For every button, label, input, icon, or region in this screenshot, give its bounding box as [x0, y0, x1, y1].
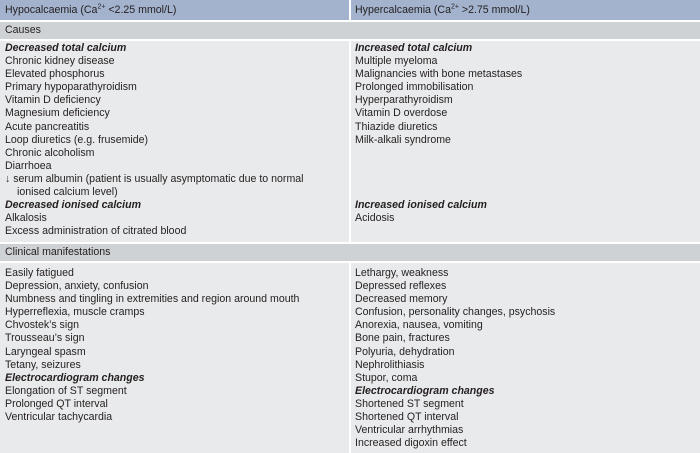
list-item: Numbness and tingling in extremities and region around mouth: [5, 293, 300, 306]
list-item: Loop diuretics (e.g. frusemide): [5, 133, 149, 146]
list-item: Elongation of ST segment: [5, 384, 127, 397]
list-item: Polyuria, dehydration: [355, 345, 455, 358]
list-item: Depressed reflexes: [355, 280, 447, 293]
hyper-causes-column: [355, 42, 522, 147]
list-item: Prolonged QT interval: [5, 397, 108, 410]
list-item: Excess administration of citrated blood: [5, 225, 187, 238]
hyper-clinical-column: [355, 267, 555, 450]
list-item: Ventricular arrhythmias: [355, 424, 464, 437]
hypo-causes-column: [5, 42, 304, 238]
increased-total-calcium-heading: Increased total calcium: [355, 42, 473, 54]
list-item: Depression, anxiety, confusion: [5, 280, 149, 293]
list-item: Stupor, coma: [355, 371, 418, 384]
list-item: Trousseau’s sign: [5, 332, 85, 345]
list-item: ↓ serum albumin (patient is usually asymptomatic due to normal: [5, 172, 304, 185]
list-item: Primary hypoparathyroidism: [5, 81, 137, 94]
list-item: Tetany, seizures: [5, 358, 81, 371]
causes-section-header: [0, 20, 700, 41]
list-item: Acute pancreatitis: [5, 120, 90, 133]
list-item: Anorexia, nausea, vomiting: [355, 319, 483, 332]
list-item: Laryngeal spasm: [5, 345, 86, 358]
hypo-clinical-column: [5, 267, 299, 424]
list-item: Bone pain, fractures: [355, 332, 450, 345]
decreased-total-calcium-heading: Decreased total calcium: [5, 42, 127, 54]
list-item: Elevated phosphorus: [5, 68, 105, 81]
list-item: Easily fatigued: [5, 267, 74, 279]
list-item: Ventricular tachycardia: [5, 411, 113, 424]
list-item: Chronic alcoholism: [5, 146, 95, 159]
list-item: Shortened ST segment: [355, 397, 464, 410]
hyper-ionised-column: [355, 199, 487, 225]
list-item: Shortened QT interval: [355, 411, 459, 424]
list-item: Chronic kidney disease: [5, 55, 115, 68]
list-item: Decreased memory: [355, 293, 448, 306]
hypercalcaemia-column-heading: Hypercalcaemia ($Ca^{2+} >2.75$ mmol/L): [355, 3, 530, 16]
list-item: Hyperreflexia, muscle cramps: [5, 306, 145, 319]
list-item: Chvostek’s sign: [5, 319, 79, 332]
hypo-ecg-changes-heading: Electrocardiogram changes: [5, 371, 145, 384]
clinical-section-header: [0, 242, 700, 263]
list-item: Magnesium deficiency: [5, 107, 110, 120]
list-item: Prolonged immobilisation: [355, 81, 474, 94]
list-item: Alkalosis: [5, 212, 47, 225]
column-divider: [349, 0, 351, 453]
list-item: Increased digoxin effect: [355, 437, 467, 450]
decreased-ionised-calcium-heading: Decreased ionised calcium: [5, 199, 142, 212]
list-item: Milk-alkali syndrome: [355, 133, 451, 146]
hyper-ecg-changes-heading: Electrocardiogram changes: [355, 384, 495, 397]
causes-section-title: Causes: [5, 24, 41, 36]
list-item: Thiazide diuretics: [355, 120, 438, 133]
list-item: Diarrhoea: [5, 159, 52, 172]
list-item-continuation: ionised calcium level): [17, 186, 118, 199]
list-item: Nephrolithiasis: [355, 358, 425, 371]
list-item: Hyperparathyroidism: [355, 94, 453, 107]
clinical-section-title: Clinical manifestations: [5, 246, 111, 258]
increased-ionised-calcium-heading: Increased ionised calcium: [355, 199, 487, 211]
list-item: Vitamin D overdose: [355, 107, 448, 120]
list-item: Lethargy, weakness: [355, 267, 449, 279]
list-item: Vitamin D deficiency: [5, 94, 101, 107]
list-item: Acidosis: [355, 212, 395, 225]
hypocalcaemia-column-heading: Hypocalcaemia ($Ca^{2+} <2.25$ mmol/L): [5, 3, 177, 16]
list-item: Malignancies with bone metastases: [355, 68, 523, 81]
list-item: Multiple myeloma: [355, 55, 438, 68]
list-item: Confusion, personality changes, psychosis: [355, 306, 556, 319]
